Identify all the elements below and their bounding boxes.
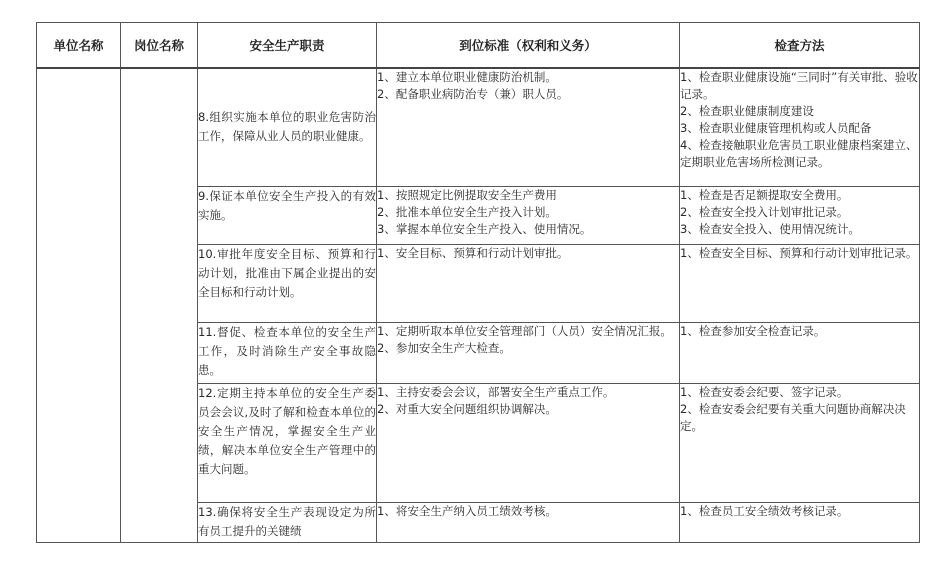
standard-item: 1、安全目标、预算和行动计划审批。 bbox=[377, 245, 569, 260]
header-unit-name: 单位名称 bbox=[37, 23, 121, 69]
standard-item: 2、配备职业病防治专（兼）职人员。 bbox=[377, 87, 569, 101]
responsibility-document bbox=[36, 22, 919, 543]
duty-cell: 10.审批年度安全目标、预算和行动计划，批准由下属企业提出的安全目标和行动计划。 bbox=[198, 244, 377, 322]
standard-item: 1、主持安委会会议，部署安全生产重点工作。 bbox=[377, 384, 615, 399]
standard-item: 2、批准本单位安全生产投入计划。 bbox=[377, 204, 557, 219]
method-item: 1、检查参加安全检查记录。 bbox=[680, 323, 826, 338]
standard-item: 2、对重大安全问题组织协调解决。 bbox=[377, 401, 557, 416]
standard-cell bbox=[377, 244, 680, 322]
standard-item: 1、将安全生产纳入员工绩效考核。 bbox=[377, 503, 557, 518]
duty-cell: 11.督促、检查本单位的安全生产工作，及时消除生产安全事故隐患。 bbox=[198, 322, 377, 383]
header-check-method: 检查方法 bbox=[680, 23, 920, 69]
standard-item: 2、参加安全生产大检查。 bbox=[377, 340, 511, 355]
method-cell bbox=[680, 383, 920, 502]
method-item: 3、检查职业健康管理机构或人员配备 bbox=[680, 121, 872, 135]
unit-name-cell bbox=[37, 68, 121, 542]
standard-item: 1、按照规定比例提取安全生产费用 bbox=[377, 187, 557, 202]
standard-cell bbox=[377, 186, 680, 244]
standard-cell bbox=[377, 502, 680, 542]
method-item: 1、检查员工安全绩效考核记录。 bbox=[680, 503, 849, 518]
method-item: 2、检查安全投入计划审批记录。 bbox=[680, 204, 849, 219]
method-cell bbox=[680, 322, 920, 383]
method-item: 1、检查安全目标、预算和行动计划审批记录。 bbox=[680, 245, 918, 260]
header-post-name: 岗位名称 bbox=[121, 23, 198, 69]
standard-item: 3、掌握本单位安全生产投入、使用情况。 bbox=[377, 221, 592, 236]
duty-cell: 9.保证本单位安全生产投入的有效实施。 bbox=[198, 186, 377, 244]
standard-item: 1、定期听取本单位安全管理部门（人员）安全情况汇报。 bbox=[377, 323, 672, 338]
duty-cell: 13.确保将安全生产表现设定为所有员工提升的关键绩 bbox=[198, 502, 377, 542]
method-item: 4、检查接触职业危害员工职业健康档案建立、定期职业危害场所检测记录。 bbox=[680, 138, 918, 169]
post-name-cell bbox=[121, 68, 198, 542]
method-item: 1、检查安委会纪要、签字记录。 bbox=[680, 384, 849, 399]
method-cell bbox=[680, 502, 920, 542]
responsibility-table bbox=[36, 22, 920, 543]
method-item: 1、检查职业健康设施“三同时”有关审批、验收记录。 bbox=[680, 70, 918, 101]
method-cell bbox=[680, 186, 920, 244]
standard-cell bbox=[377, 322, 680, 383]
method-item: 3、检查安全投入、使用情况统计。 bbox=[680, 221, 860, 236]
table-header-row bbox=[37, 23, 920, 69]
standard-cell bbox=[377, 383, 680, 502]
method-cell bbox=[680, 68, 920, 186]
duty-cell: 12.定期主持本单位的安全生产委员会会议,及时了解和检查本单位的安全生产情况，掌握安全生产业绩，解决本单位安全生产管理中的重大问题。 bbox=[198, 383, 377, 502]
header-safety-duty: 安全生产职责 bbox=[198, 23, 377, 69]
method-item: 2、检查安委会纪要有关重大问题协商解决决定。 bbox=[680, 401, 906, 433]
duty-cell: 8.组织实施本单位的职业危害防治工作，保障从业人员的职业健康。 bbox=[198, 68, 377, 186]
standard-cell bbox=[377, 68, 680, 186]
table-row bbox=[37, 68, 920, 186]
header-standard: 到位标准（权利和义务） bbox=[377, 23, 680, 69]
method-cell bbox=[680, 244, 920, 322]
method-item: 2、检查职业健康制度建设 bbox=[680, 104, 814, 118]
method-item: 1、检查是否足额提取安全费用。 bbox=[680, 187, 849, 202]
standard-item: 1、建立本单位职业健康防治机制。 bbox=[377, 70, 557, 84]
